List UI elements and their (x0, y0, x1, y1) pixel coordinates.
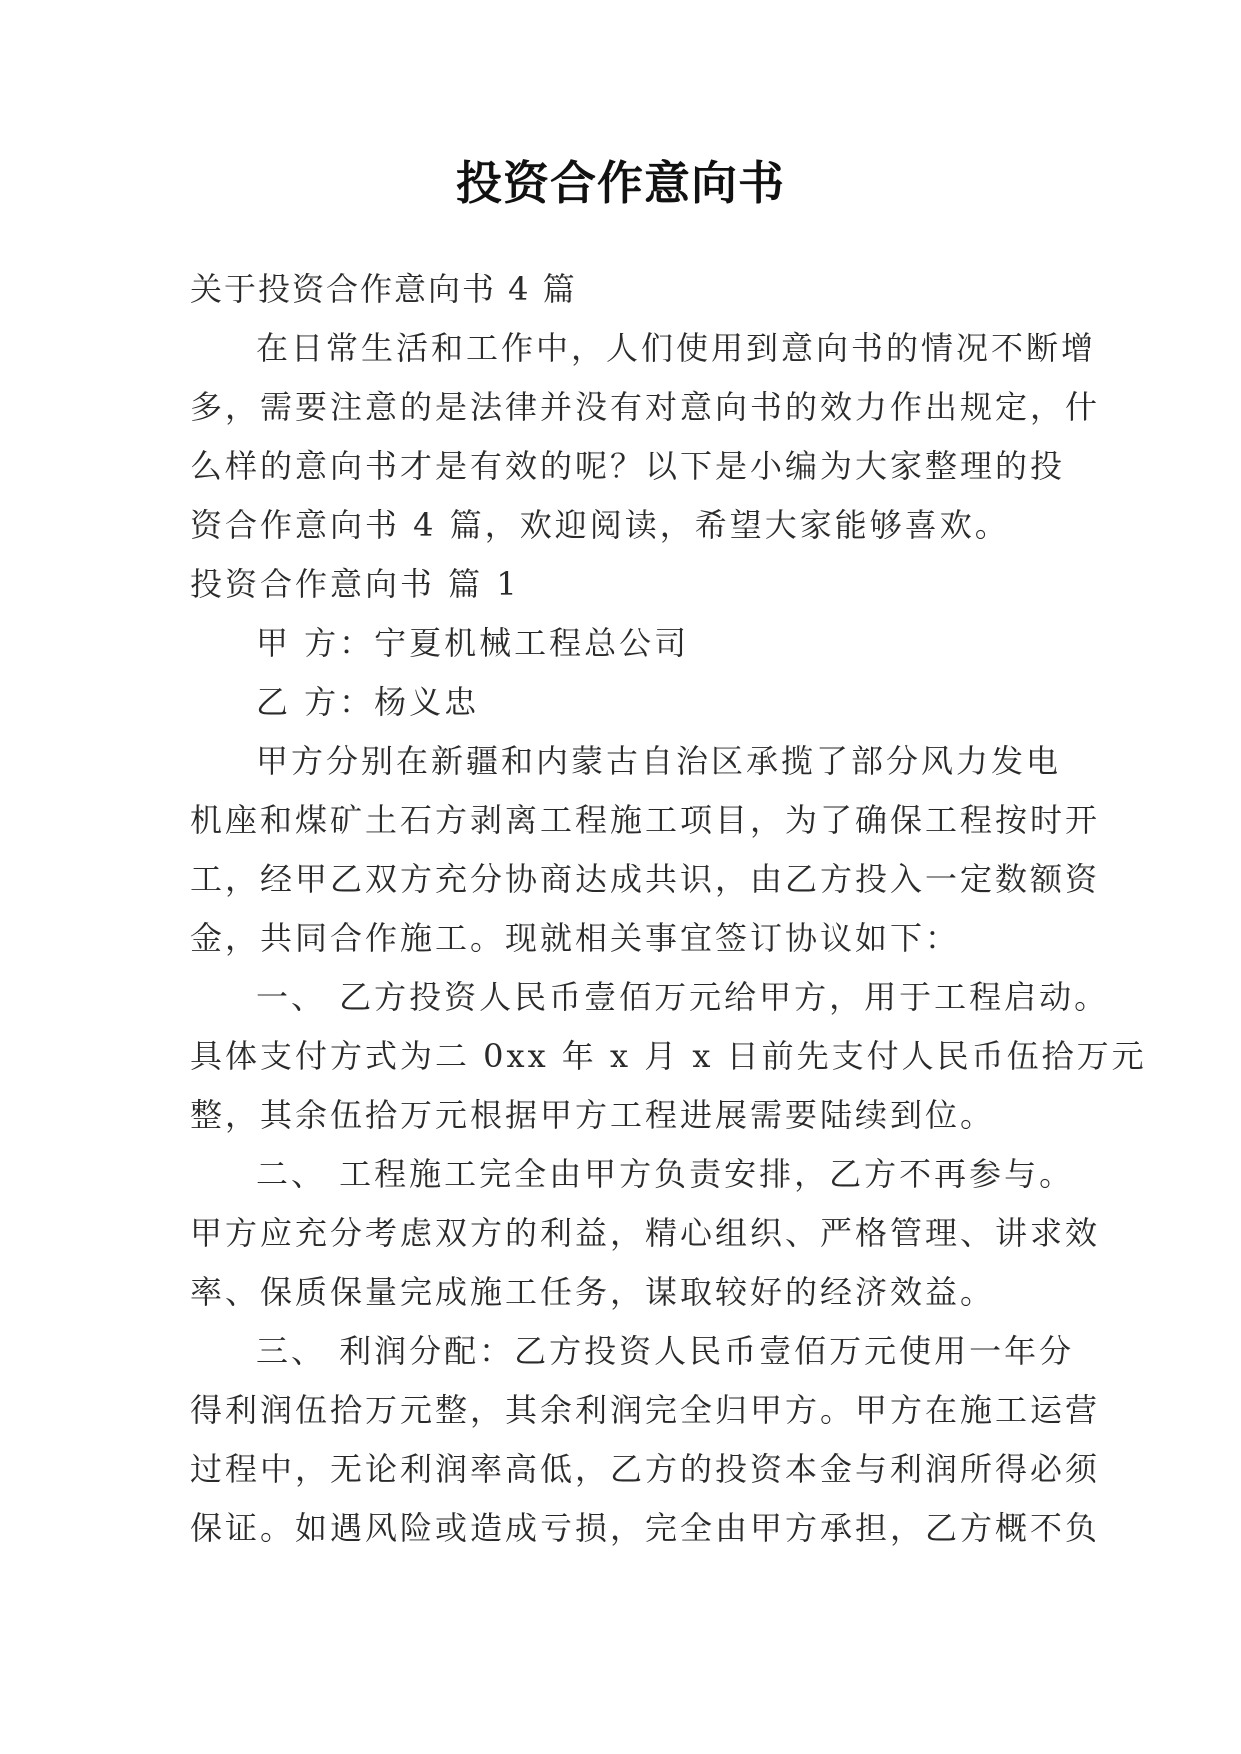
document-title: 投资合作意向书 (456, 156, 785, 210)
background-line-1: 甲方分别在新疆和内蒙古自治区承揽了部分风力发电 (256, 742, 1062, 780)
party-b-line: 乙 方：杨义忠 (256, 683, 480, 721)
background-line-3: 工，经甲乙双方充分协商达成共识，由乙方投入一定数额资 (190, 860, 1101, 898)
clause-1-line-1: 一、 乙方投资人民币壹佰万元给甲方，用于工程启动。 (256, 978, 1110, 1016)
intro-line-2: 多，需要注意的是法律并没有对意向书的效力作出规定，什 (190, 388, 1101, 426)
section-heading: 投资合作意向书 篇 1 (190, 565, 520, 603)
clause-3-line-4: 保证。如遇风险或造成亏损，完全由甲方承担，乙方概不负 (190, 1509, 1101, 1547)
clause-2-line-1: 二、 工程施工完全由甲方负责安排，乙方不再参与。 (256, 1155, 1075, 1193)
background-line-4: 金，共同合作施工。现就相关事宜签订协议如下： (190, 919, 961, 957)
clause-3-line-2: 得利润伍拾万元整，其余利润完全归甲方。甲方在施工运营 (190, 1391, 1101, 1429)
background-line-2: 机座和煤矿土石方剥离工程施工项目，为了确保工程按时开 (190, 801, 1101, 839)
document-body (190, 260, 1147, 1558)
clause-2-line-3: 率、保质保量完成施工任务，谋取较好的经济效益。 (190, 1273, 996, 1311)
clause-3-line-3: 过程中，无论利润率高低，乙方的投资本金与利润所得必须 (190, 1450, 1101, 1488)
clause-1-line-3: 整，其余伍拾万元根据甲方工程进展需要陆续到位。 (190, 1096, 996, 1134)
intro-line-1: 在日常生活和工作中，人们使用到意向书的情况不断增 (256, 329, 1097, 367)
clause-1-line-2: 具体支付方式为二 0xx 年 x 月 x 日前先支付人民币伍拾万元 (190, 1037, 1147, 1075)
party-a-line: 甲 方：宁夏机械工程总公司 (256, 624, 690, 662)
intro-line-4: 资合作意向书 4 篇，欢迎阅读，希望大家能够喜欢。 (190, 506, 1010, 544)
intro-line-3: 么样的意向书才是有效的呢？以下是小编为大家整理的投 (190, 447, 1066, 485)
clause-3-line-1: 三、 利润分配：乙方投资人民币壹佰万元使用一年分 (256, 1332, 1075, 1370)
document-subtitle: 关于投资合作意向书 4 篇 (190, 270, 577, 308)
clause-2-line-2: 甲方应充分考虑双方的利益，精心组织、严格管理、讲求效 (190, 1214, 1101, 1252)
